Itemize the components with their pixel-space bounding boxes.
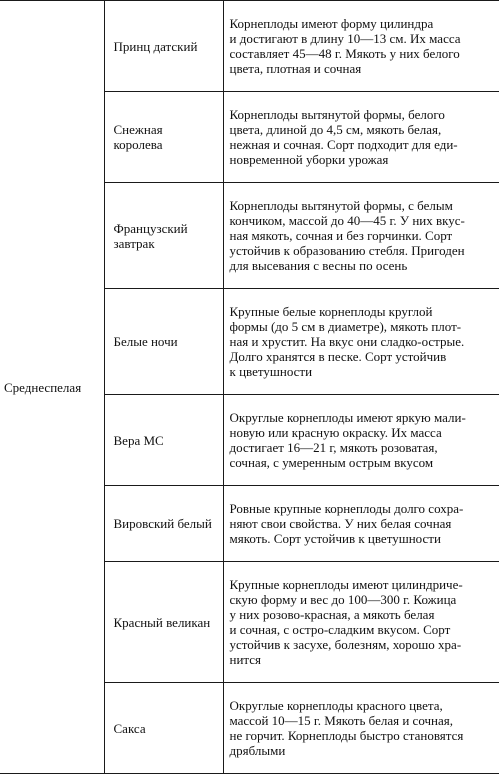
description-cell — [223, 289, 499, 395]
variety-cell — [104, 395, 223, 486]
variety-name: Сакса — [113, 720, 146, 736]
variety-description: Корнеплоды вытянутой формы, белого цвета, длиной до 4,5 см, мякоть белая, нежная и сочная. Сорт подходит для еди- новременной уборки урожая — [229, 107, 458, 167]
variety-cell — [104, 486, 223, 562]
variety-cell — [104, 1, 223, 92]
variety-name: Вировский белый — [113, 516, 212, 531]
description-cell — [223, 1, 499, 92]
variety-name: Снежная королева — [113, 122, 163, 152]
variety-description: Ровные крупные корнеплоды долго сохра- няют свои свойства. У них белая сочная мякоть. Сорт устойчив к цветушности — [229, 501, 464, 546]
variety-description: Корнеплоды имеют форму цилиндра и достигают в длину 10—13 см. Их масса составляет 45—48 г. Мякоть у них белого цвета, плотная и сочная — [229, 16, 461, 76]
description-cell — [223, 183, 499, 289]
variety-name: Принц датский — [113, 38, 198, 54]
variety-description: Крупные корнеплоды имеют цилиндриче- скую форму и вес до 100—300 г. Кожица у них розово-красная, а мякоть белая и сочная, с остро-сладким вкусом. Сорт устойчив к засухе, болезням, хорошо хра- нится — [229, 577, 463, 667]
ripening-group-cell — [0, 1, 104, 774]
variety-name: Французский завтрак — [113, 220, 188, 251]
variety-cell — [104, 183, 223, 289]
ripening-group-label: Среднеспелая — [4, 379, 82, 395]
description-cell — [223, 683, 499, 774]
variety-description: Округлые корнеплоды красного цвета, массой 10—15 г. Мякоть белая и сочная, не горчит. Корнеплоды быстро становятся дряблыми — [229, 698, 464, 758]
variety-description: Округлые корнеплоды имеют яркую мали- новую или красную окраску. Их масса достигает 16—21 г, мякоть розоватая, сочная, с умеренным острым вкусом — [229, 410, 466, 470]
variety-description: Корнеплоды вытянутой формы, с белым кончиком, массой до 40—45 г. У них вкус- ная мякоть, сочная и без горчинки. Сорт устойчив к образованию стебля. Пригоден для высевания с весны по осень — [229, 198, 465, 273]
variety-cell — [104, 289, 223, 395]
table-row — [0, 1, 499, 92]
variety-cell — [104, 562, 223, 683]
description-cell — [223, 486, 499, 562]
description-cell — [223, 92, 499, 183]
variety-name: Белые ночи — [113, 334, 178, 349]
description-cell — [223, 395, 499, 486]
variety-description: Крупные белые корнеплоды круглой формы (до 5 см в диаметре), мякоть плот- ная и хрустит. На вкус они сладко-острые. Долго хранятся в песке. Сорт устойчив к цветушности — [229, 304, 465, 379]
variety-name: Вера МС — [113, 432, 164, 448]
description-cell — [223, 562, 499, 683]
variety-cell — [104, 683, 223, 774]
variety-cell — [104, 92, 223, 183]
variety-name: Красный великан — [113, 614, 211, 630]
